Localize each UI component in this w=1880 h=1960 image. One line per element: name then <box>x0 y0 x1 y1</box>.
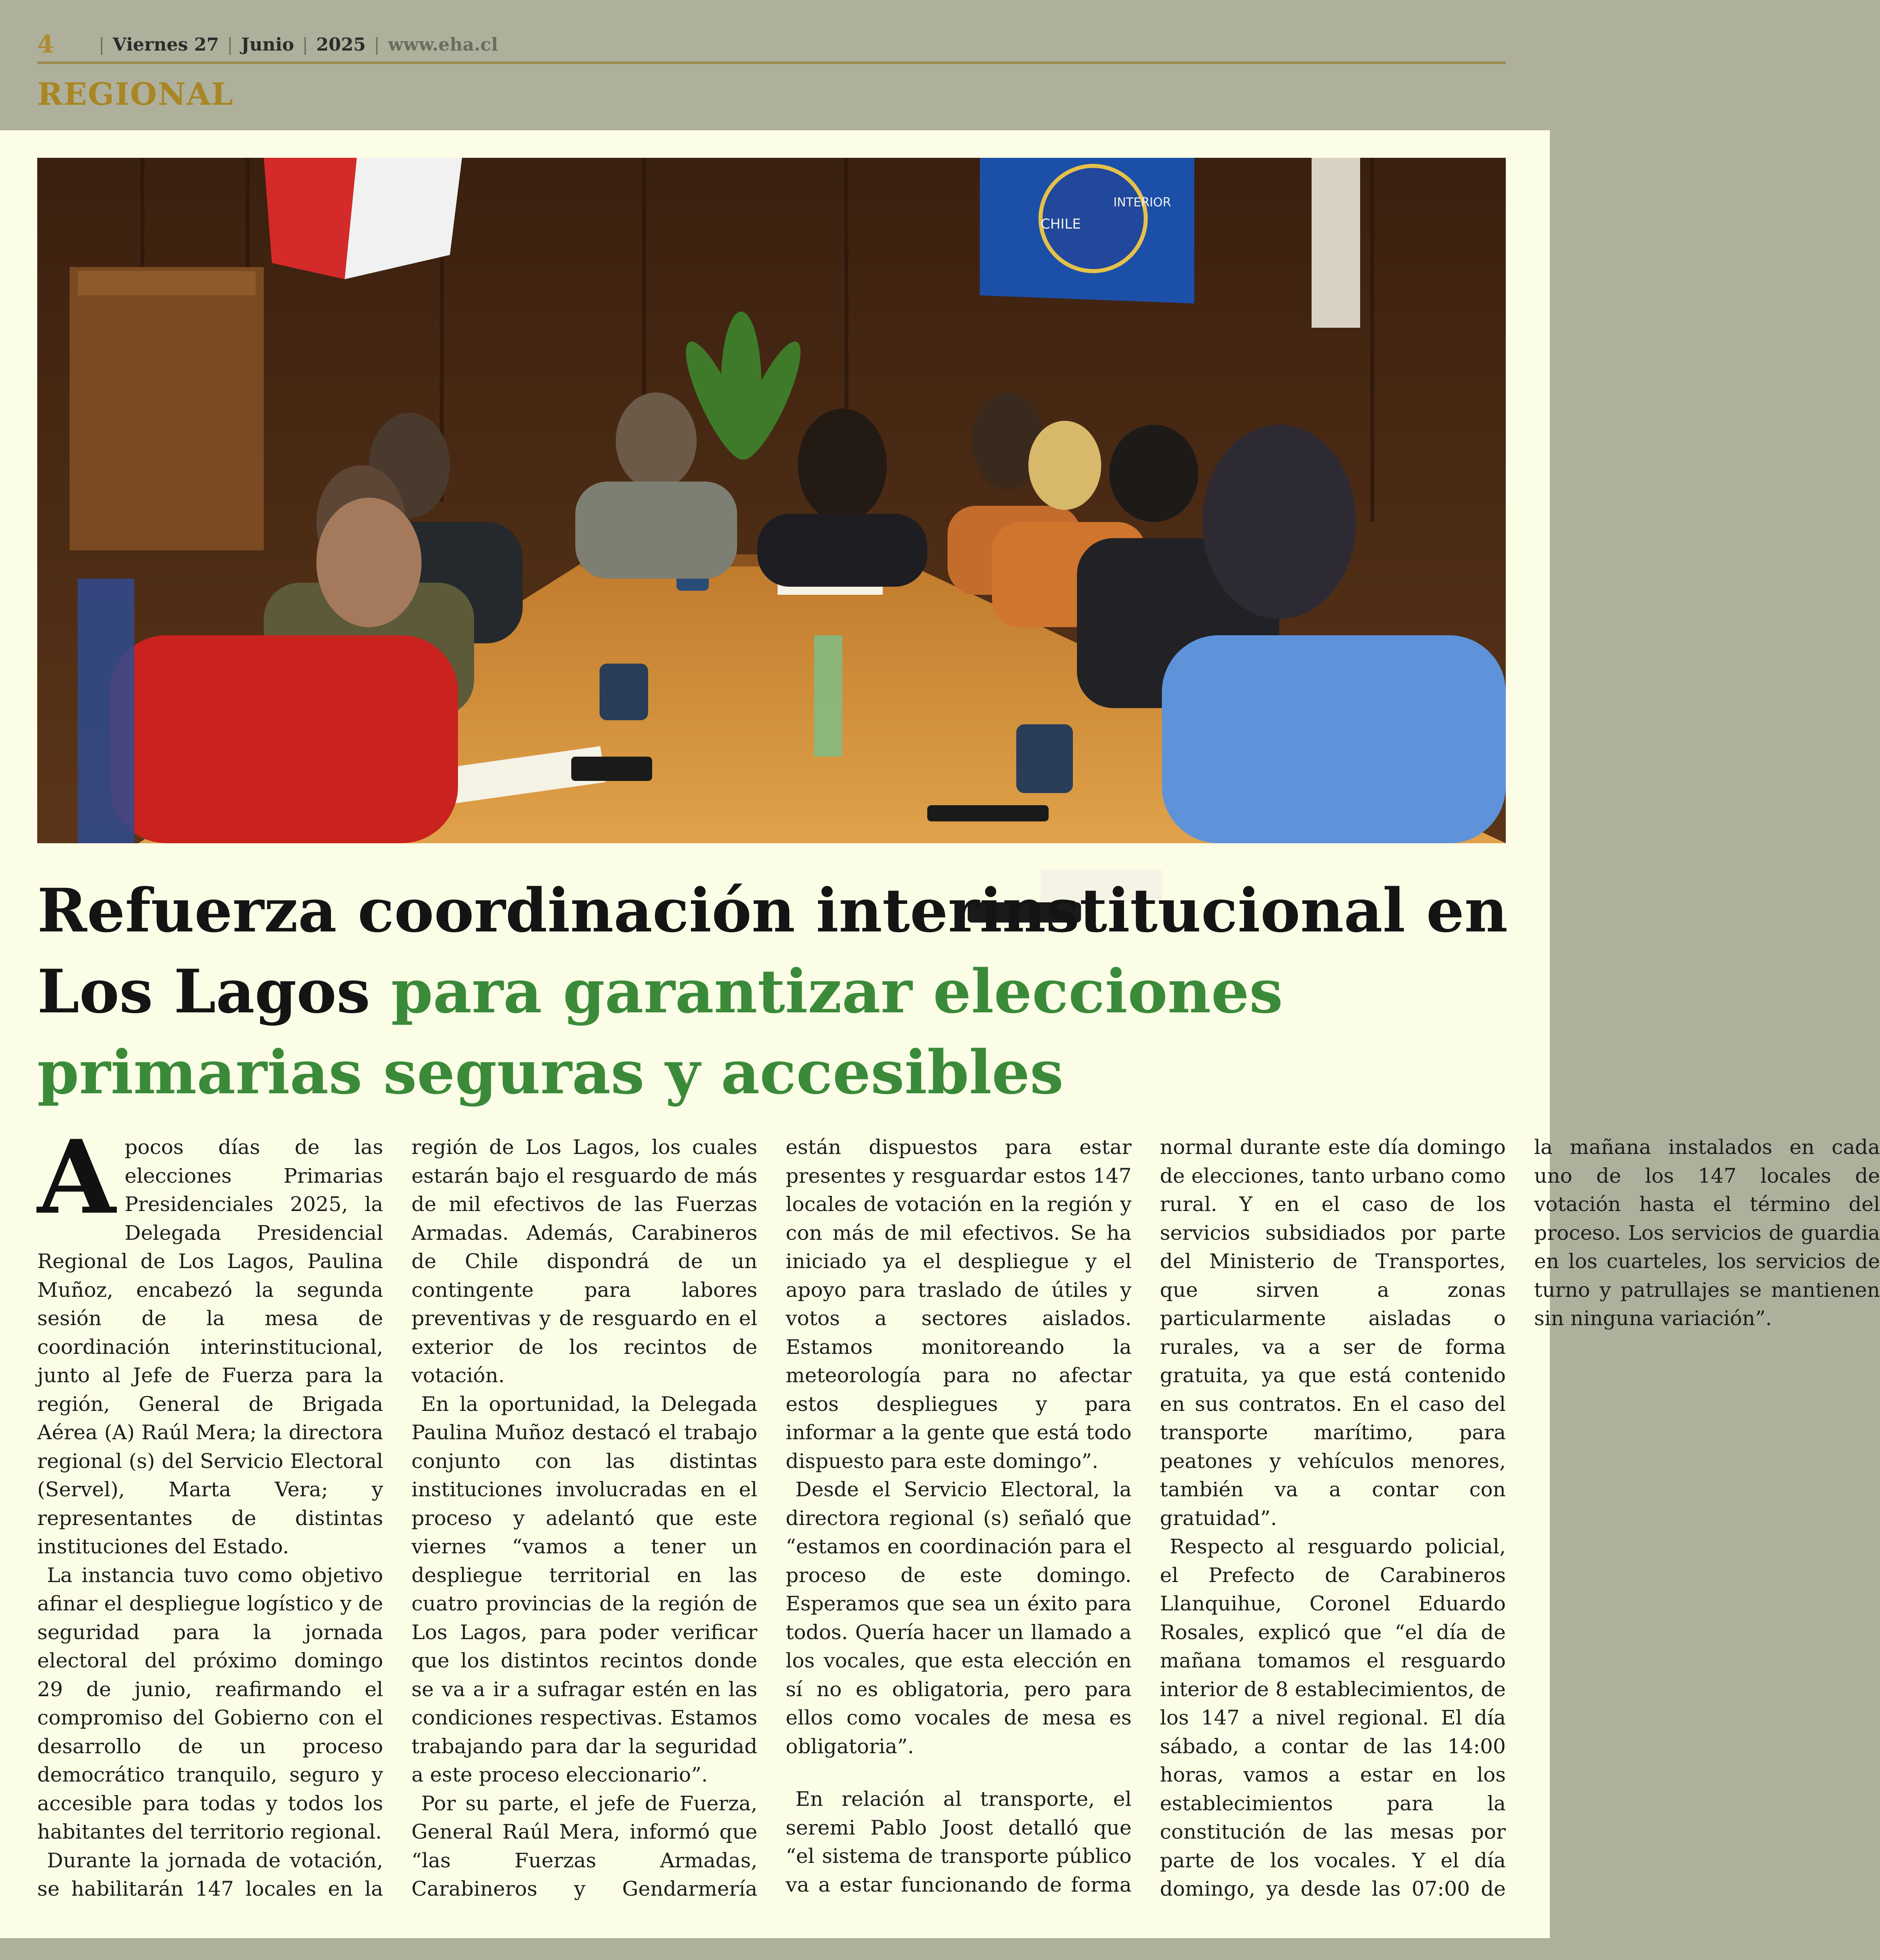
article-headline <box>37 870 1510 1113</box>
headline-highlight: para garantizar elecciones primarias seguras y accesibles <box>37 956 1283 1107</box>
flag-seal-text-chile: CHILE <box>1041 216 1081 232</box>
article-paragraph-5: Por su parte, el jefe de Fuerza, General Raúl Mera, informó que “las Fuerzas Armadas, Carabineros y Gendarmería están dispuestos para estar presentes y resguardar estos 147 locales de votación en la región y con más de mil efectivos. Se ha iniciado ya el despliegue y el apoyo para traslado de útiles y votos a sectores aislados. Estamos monitoreando la meteorología para no afectar estos despliegues y para informar a la gente que está todo dispuesto para este domingo”. <box>411 1135 1132 1901</box>
page-number: 4 <box>37 30 54 59</box>
article-paragraph-1: A pocos días de las elecciones Primarias Presidenciales 2025, la Delegada Presidencial Regional de Los Lagos, Paulina Muñoz, encabezó la segunda sesión de la mesa de coordinación interinstitucional, junto al Jefe de Fuerza para la región, General de Brigada Aérea (A) Raúl Mera; la directora regional (s) del Servicio Electoral (Servel), Marta Vera; y representantes de distintas instituciones del Estado. <box>37 1118 383 1558</box>
header-day: Viernes 27 <box>112 34 219 55</box>
drop-cap: A <box>37 1118 116 1237</box>
meeting-photo <box>37 158 1506 843</box>
article-paragraph-2: La instancia tuvo como objetivo afinar el despliegue logístico y de seguridad para la jornada electoral del próximo domingo 29 de junio, reafirmando el compromiso del Gobierno con el desarrollo de un proceso democrático tranquilo, seguro y accesible para todas y todos los habitantes del territorio regional. <box>37 1563 383 1843</box>
page-footer-band <box>0 1938 1550 1960</box>
header-year: 2025 <box>316 34 366 55</box>
page-header <box>0 0 1550 130</box>
section-label: REGIONAL <box>37 76 234 112</box>
meeting-photo-illustration <box>37 158 1506 843</box>
article-paragraph-4: En la oportunidad, la Delegada Paulina Muñoz destacó el trabajo conjunto con las distintas instituciones involucradas en el proceso y adelantó que este viernes “vamos a tener un despliegue territorial en las cuatro provincias de la región de Los Lagos, para poder verificar que los distintos recintos donde se va a ir a sufragar estén en las condiciones respectivas. Estamos trabajando para dar la seguridad a este proceso eleccionario”. <box>411 1392 757 1786</box>
article-paragraph-7: En relación al transporte, el seremi Pablo Joost detalló que “el sistema de transporte público va a estar funcionando de forma normal durante este día domingo de elecciones, tanto urbano como rural. Y en el caso de los servicios subsidiados por parte del Ministerio de Transportes, que sirven a zonas particularmente aisladas o rurales, va a ser de forma gratuita, ya que está contenido en sus contratos. En el caso del transporte marítimo, para peatones y vehículos menores, también va a contar con gratuidad”. <box>786 1135 1506 1896</box>
header-month: Junio <box>241 34 294 55</box>
article-paragraph-3: Durante la jornada de votación, se habilitarán 147 locales en la región de Los Lagos, los cuales estarán bajo el resguardo de más de mil efectivos de las Fuerzas Armadas. Además, Carabineros de Chile dispondrá de un contingente para labores preventivas y de resguardo en el exterior de los recintos de votación. <box>37 1135 757 1901</box>
headline-lead: Refuerza coordinación interinstitucional en Los Lagos <box>37 875 1508 1027</box>
header-website: www.eha.cl <box>388 34 498 55</box>
header-dateline: 4 | Viernes 27 | Junio | 2025 | www.eha.cl <box>37 30 498 59</box>
flag-seal-text-interior: INTERIOR <box>1113 195 1171 210</box>
article-paragraph-8: Respecto al resguardo policial, el Prefecto de Carabineros Llanquihue, Coronel Eduardo Rosales, explicó que “el día de mañana tomamos el resguardo interior de 8 establecimientos, de los 147 a nivel regional. El día sábado, a contar de las 14:00 horas, vamos a estar en los establecimientos para la constitución de las mesas por parte de los vocales. Y el día domingo, ya desde las 07:00 de la mañana instalados en cada uno de los 147 locales de votación hasta el término del proceso. Los servicios de guardia en los cuarteles, los servicios de turno y patrullajes se mantienen sin ninguna variación”. <box>1160 1135 1880 1901</box>
article-paragraph-6: Desde el Servicio Electoral, la directora regional (s) señaló que “estamos en coordinación para el proceso de este domingo. Esperamos que sea un éxito para todos. Quería hacer un llamado a los vocales, que esta elección en sí no es obligatoria, pero para ellos como vocales de mesa es obligatoria”. <box>786 1478 1132 1758</box>
header-divider <box>37 62 1506 64</box>
article-body <box>37 1118 1880 1914</box>
